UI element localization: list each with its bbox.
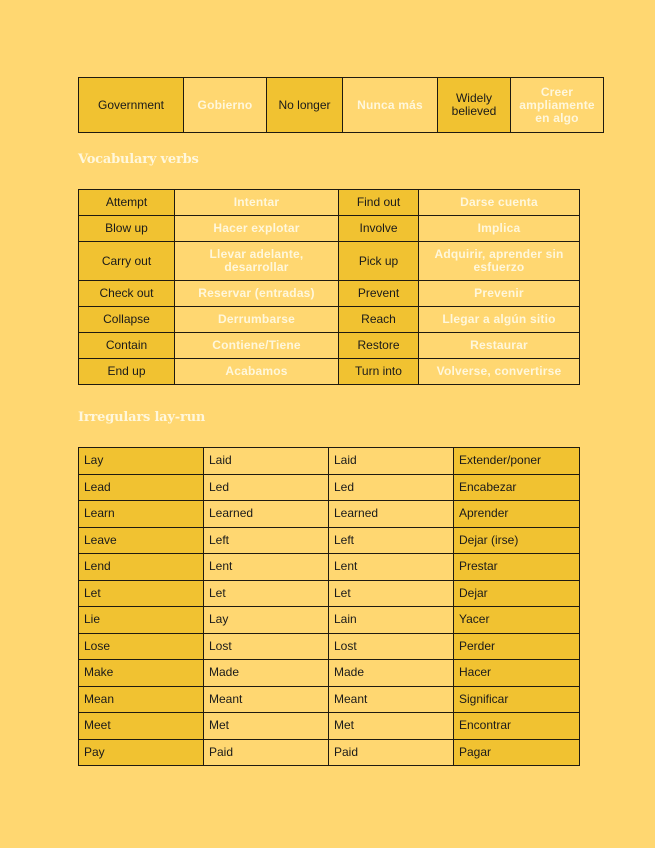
verb-spanish: Perder xyxy=(454,633,580,660)
table-row xyxy=(79,660,580,687)
irregular-verbs-table xyxy=(78,447,580,766)
vocab-translation: Reservar (entradas) xyxy=(175,281,339,307)
verb-participle: Made xyxy=(329,660,454,687)
table-row xyxy=(79,359,580,385)
table-row xyxy=(79,78,604,133)
verb-base: Let xyxy=(79,580,204,607)
verb-spanish: Extender/poner xyxy=(454,448,580,475)
vocab-term: Turn into xyxy=(339,359,419,385)
vocab-translation: Volverse, convertirse xyxy=(419,359,580,385)
vocab-term: Involve xyxy=(339,216,419,242)
verb-past: Let xyxy=(204,580,329,607)
table-row xyxy=(79,527,580,554)
table-row xyxy=(79,739,580,766)
verb-participle: Lent xyxy=(329,554,454,581)
verb-spanish: Dejar (irse) xyxy=(454,527,580,554)
vocab-translation: Hacer explotar xyxy=(175,216,339,242)
table-row xyxy=(79,501,580,528)
verb-spanish: Significar xyxy=(454,686,580,713)
vocab-term: Attempt xyxy=(79,190,175,216)
verb-past: Paid xyxy=(204,739,329,766)
verb-base: Lose xyxy=(79,633,204,660)
vocab-term: Prevent xyxy=(339,281,419,307)
vocab-translation: Implica xyxy=(419,216,580,242)
vocab-term: Restore xyxy=(339,333,419,359)
verb-spanish: Prestar xyxy=(454,554,580,581)
vocab-term: Blow up xyxy=(79,216,175,242)
verb-base: Lead xyxy=(79,474,204,501)
vocab-translation: Contiene/Tiene xyxy=(175,333,339,359)
top-vocab-table xyxy=(78,77,604,133)
vocab-translation: Derrumbarse xyxy=(175,307,339,333)
verb-past: Left xyxy=(204,527,329,554)
verb-spanish: Encontrar xyxy=(454,713,580,740)
translation-creer-ampliamente: Creer ampliamente en algo xyxy=(511,78,604,133)
table-row xyxy=(79,713,580,740)
table-row xyxy=(79,686,580,713)
verb-base: Pay xyxy=(79,739,204,766)
table-row xyxy=(79,307,580,333)
verb-past: Laid xyxy=(204,448,329,475)
vocab-translation: Prevenir xyxy=(419,281,580,307)
vocab-term: End up xyxy=(79,359,175,385)
verb-base: Lend xyxy=(79,554,204,581)
vocab-translation: Darse cuenta xyxy=(419,190,580,216)
table-row xyxy=(79,580,580,607)
translation-gobierno: Gobierno xyxy=(184,78,267,133)
table-row xyxy=(79,216,580,242)
vocab-term: Reach xyxy=(339,307,419,333)
vocab-heading: Vocabulary verbs xyxy=(78,152,199,167)
verb-past: Lost xyxy=(204,633,329,660)
verb-participle: Laid xyxy=(329,448,454,475)
table-row xyxy=(79,242,580,281)
verb-past: Lent xyxy=(204,554,329,581)
table-row xyxy=(79,474,580,501)
verb-base: Lie xyxy=(79,607,204,634)
verb-past: Led xyxy=(204,474,329,501)
vocab-term: Find out xyxy=(339,190,419,216)
table-row xyxy=(79,633,580,660)
table-row xyxy=(79,554,580,581)
verb-participle: Led xyxy=(329,474,454,501)
verb-participle: Paid xyxy=(329,739,454,766)
vocab-term: Carry out xyxy=(79,242,175,281)
verb-past: Meant xyxy=(204,686,329,713)
vocab-translation: Adquirir, aprender sin esfuerzo xyxy=(419,242,580,281)
verb-past: Learned xyxy=(204,501,329,528)
verb-participle: Lost xyxy=(329,633,454,660)
verb-past: Made xyxy=(204,660,329,687)
term-no-longer: No longer xyxy=(267,78,343,133)
verb-base: Meet xyxy=(79,713,204,740)
verb-base: Leave xyxy=(79,527,204,554)
vocab-translation: Llegar a algún sitio xyxy=(419,307,580,333)
verb-participle: Lain xyxy=(329,607,454,634)
verb-spanish: Aprender xyxy=(454,501,580,528)
verb-participle: Left xyxy=(329,527,454,554)
verb-participle: Learned xyxy=(329,501,454,528)
vocab-term: Check out xyxy=(79,281,175,307)
vocab-verbs-table xyxy=(78,189,580,385)
term-widely-believed: Widely believed xyxy=(438,78,511,133)
table-row xyxy=(79,607,580,634)
verb-base: Lay xyxy=(79,448,204,475)
verb-spanish: Pagar xyxy=(454,739,580,766)
verb-base: Learn xyxy=(79,501,204,528)
verb-base: Mean xyxy=(79,686,204,713)
verb-base: Make xyxy=(79,660,204,687)
vocab-translation: Llevar adelante, desarrollar xyxy=(175,242,339,281)
term-government: Government xyxy=(79,78,184,133)
vocab-translation: Acabamos xyxy=(175,359,339,385)
irregulars-heading: Irregulars lay-run xyxy=(78,410,206,425)
verb-spanish: Hacer xyxy=(454,660,580,687)
verb-participle: Let xyxy=(329,580,454,607)
verb-spanish: Encabezar xyxy=(454,474,580,501)
verb-past: Met xyxy=(204,713,329,740)
table-row xyxy=(79,190,580,216)
verb-spanish: Yacer xyxy=(454,607,580,634)
vocab-term: Contain xyxy=(79,333,175,359)
vocab-translation: Restaurar xyxy=(419,333,580,359)
verb-participle: Met xyxy=(329,713,454,740)
table-row xyxy=(79,281,580,307)
table-row xyxy=(79,333,580,359)
table-row xyxy=(79,448,580,475)
verb-past: Lay xyxy=(204,607,329,634)
verb-spanish: Dejar xyxy=(454,580,580,607)
vocab-term: Collapse xyxy=(79,307,175,333)
verb-participle: Meant xyxy=(329,686,454,713)
vocab-translation: Intentar xyxy=(175,190,339,216)
translation-nunca-mas: Nunca más xyxy=(343,78,438,133)
vocab-term: Pick up xyxy=(339,242,419,281)
